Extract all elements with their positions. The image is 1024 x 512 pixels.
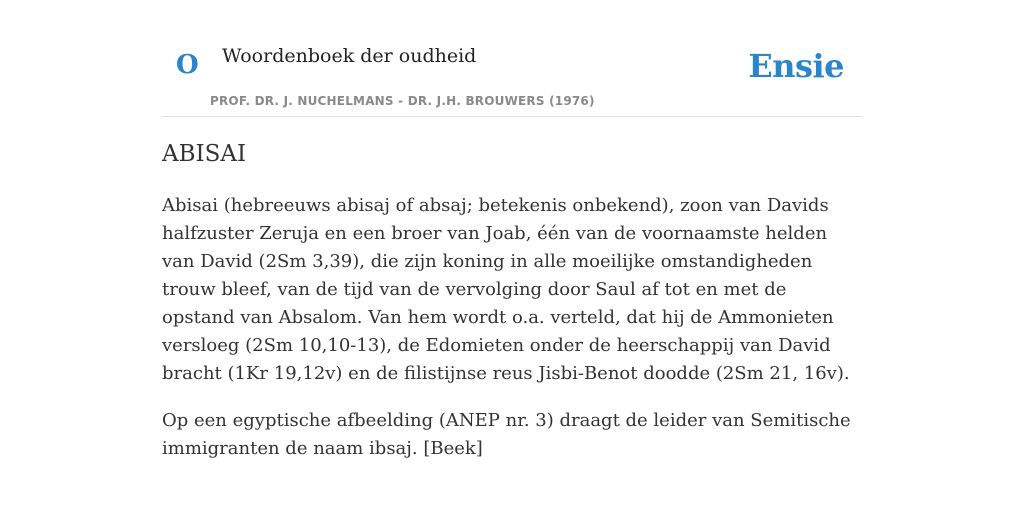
brand-logo-link[interactable]: Ensie [748,47,844,85]
entry-body [162,192,862,482]
header [162,0,862,117]
book-title[interactable]: Woordenboek der oudheid [222,45,477,67]
page [162,0,862,459]
index-letter[interactable]: O [176,50,199,80]
entry-title: ABISAI [162,141,247,167]
entry-paragraph: Abisai (hebreeuws abisaj of absaj; betekenis onbekend), zoon van Davids halfzuster Zeruja en een broer van Joab, één van de voornaamste helden van David (2Sm 3,39), die zijn koning in alle moeilijke omstandigheden trouw bleef, van de tijd van de vervolging door Saul af tot en met de opstand van Absalom. Van hem wordt o.a. verteld, dat hij de Ammonieten versloeg (2Sm 10,10-13), de Edomieten onder de heerschappij van David bracht (1Kr 19,12v) en de filistijnse reus Jisbi-Benot doodde (2Sm 21, 16v). [162,195,850,384]
entry-paragraph: Op een egyptische afbeelding (ANEP nr. 3) draagt de leider van Semitische immigranten de naam ibsaj. [Beek] [162,410,851,459]
book-authors: PROF. DR. J. NUCHELMANS - DR. J.H. BROUWERS (1976) [210,94,595,108]
